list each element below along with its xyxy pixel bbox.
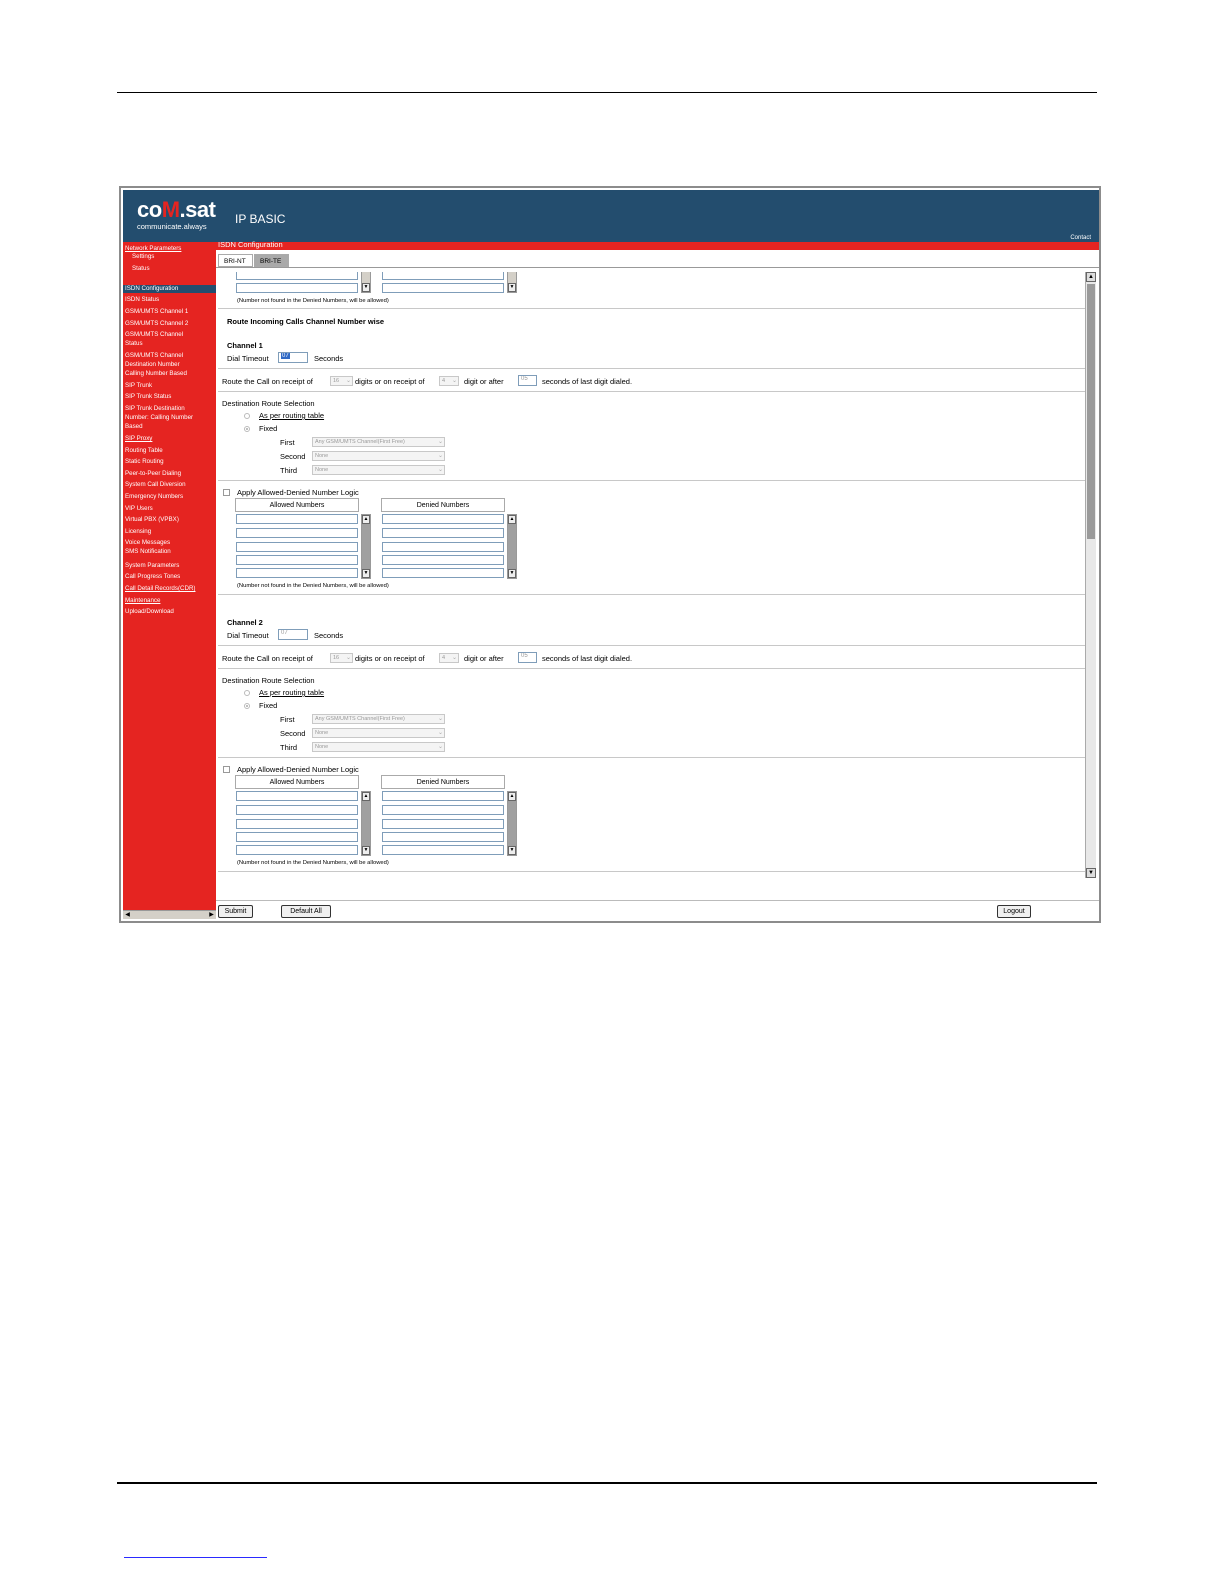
radio-routing-table[interactable] — [244, 413, 250, 419]
allowed-number-input[interactable] — [236, 272, 358, 280]
sidebar-item-gsm-destination-3[interactable]: Calling Number Based — [125, 370, 187, 377]
separator — [218, 391, 1085, 392]
tab-divider — [216, 267, 1099, 268]
scroll-left-icon[interactable]: ◀ — [125, 912, 130, 918]
seconds-label: Seconds — [314, 354, 344, 363]
sidebar-item-licensing[interactable]: Licensing — [125, 528, 152, 535]
chevron-down-icon[interactable]: ▼ — [509, 284, 515, 290]
allowed-numbers-header: Allowed Numbers — [235, 498, 359, 512]
chevron-up-icon[interactable]: ▲ — [509, 793, 515, 799]
apply-logic-checkbox[interactable] — [223, 489, 230, 496]
denied-number-input[interactable] — [382, 568, 504, 578]
separator — [218, 645, 1085, 646]
sidebar-item-gsm-destination-2[interactable]: Destination Number — [125, 361, 180, 368]
digits-select[interactable]: 16 ⌄ — [330, 653, 353, 663]
sidebar-horizontal-scrollbar[interactable] — [123, 910, 216, 919]
product-title: IP BASIC — [235, 212, 286, 226]
sidebar — [123, 242, 216, 910]
route-after-label: digit or after — [464, 654, 504, 663]
channel-1-title: Channel 1 — [227, 341, 263, 350]
dial-timeout-input[interactable]: 07 — [278, 629, 308, 640]
denied-number-input[interactable] — [382, 283, 504, 293]
scroll-thumb[interactable] — [362, 524, 370, 570]
digits-select[interactable]: 16 ⌄ — [330, 376, 353, 386]
scroll-thumb[interactable] — [508, 524, 516, 570]
fixed-label: Fixed — [259, 424, 278, 433]
section-title: ISDN Configuration — [218, 240, 283, 249]
sidebar-item-isdn-status[interactable]: ISDN Status — [125, 296, 160, 303]
sidebar-item-sip-trunk-status[interactable]: SIP Trunk Status — [125, 393, 172, 400]
sidebar-item-status[interactable]: Status — [132, 265, 150, 272]
route-after-label: digit or after — [464, 377, 504, 386]
sidebar-item-sip-trunk-destination[interactable]: SIP Trunk Destination — [125, 405, 185, 412]
page-top-rule — [117, 92, 1097, 93]
sidebar-item-call-progress-tones[interactable]: Call Progress Tones — [125, 573, 181, 580]
allowed-number-input[interactable] — [236, 283, 358, 293]
scroll-thumb[interactable] — [508, 801, 516, 847]
allowed-number-input[interactable] — [236, 845, 358, 855]
chevron-up-icon[interactable]: ▲ — [363, 793, 369, 799]
sidebar-item-maintenance[interactable]: Maintenance — [125, 597, 161, 604]
route-prefix-label: Route the Call on receipt of — [222, 654, 313, 663]
allowed-list-scrollbar[interactable] — [361, 272, 371, 293]
denied-number-input[interactable] — [382, 555, 504, 565]
chevron-down-icon: ⌄ — [437, 716, 443, 722]
route-suffix-label: seconds of last digit dialed. — [542, 654, 633, 663]
allowed-number-input[interactable] — [236, 568, 358, 578]
scroll-thumb[interactable] — [362, 801, 370, 847]
sidebar-item-gsm-channel-1[interactable]: GSM/UMTS Channel 1 — [125, 308, 189, 315]
second-route-select[interactable]: None ⌄ — [312, 728, 445, 738]
second-route-select[interactable]: None ⌄ — [312, 451, 445, 461]
apply-logic-label: Apply Allowed-Denied Number Logic — [237, 765, 359, 774]
allowed-number-input[interactable] — [236, 805, 358, 815]
allowed-number-input[interactable] — [236, 832, 358, 842]
sidebar-item-settings[interactable]: Settings — [132, 253, 155, 260]
denied-numbers-header: Denied Numbers — [381, 775, 505, 789]
logo-tagline: communicate.always — [137, 222, 207, 231]
seconds-label: Seconds — [314, 631, 344, 640]
sidebar-item-network-parameters[interactable]: Network Parameters — [125, 245, 182, 252]
separator — [218, 480, 1085, 481]
allowed-list-scrollbar[interactable] — [361, 791, 371, 856]
sidebar-item-gsm-destination[interactable]: GSM/UMTS Channel — [125, 352, 184, 359]
denied-number-input[interactable] — [382, 819, 504, 829]
after-seconds-input[interactable]: 05 — [518, 375, 537, 386]
apply-logic-label: Apply Allowed-Denied Number Logic — [237, 488, 359, 497]
third-route-select[interactable]: None ⌄ — [312, 465, 445, 475]
chevron-down-icon: ⌄ — [451, 378, 457, 384]
sidebar-item-cdr[interactable]: Call Detail Records(CDR) — [125, 585, 196, 592]
sidebar-item-gsm-channel-status-2[interactable]: Status — [125, 340, 143, 347]
tab-bri-nt[interactable]: BRI-NT — [218, 254, 253, 267]
first-label: First — [280, 438, 295, 447]
after-seconds-input[interactable]: 05 — [518, 652, 537, 663]
chevron-down-icon: ⌄ — [345, 378, 351, 384]
denied-number-input[interactable] — [382, 832, 504, 842]
sidebar-item-vip-users[interactable]: VIP Users — [125, 505, 153, 512]
sidebar-item-emergency-numbers[interactable]: Emergency Numbers — [125, 493, 184, 500]
radio-fixed[interactable] — [244, 703, 250, 709]
second-label: Second — [280, 729, 306, 738]
denied-note: (Number not found in the Denied Numbers, will be allowed) — [237, 583, 389, 589]
logout-button[interactable]: Logout — [997, 905, 1031, 918]
denied-note: (Number not found in the Denied Numbers, will be allowed) — [237, 860, 389, 866]
denied-list-scrollbar[interactable] — [507, 791, 517, 856]
chevron-down-icon[interactable]: ▼ — [509, 570, 515, 576]
tab-bri-te[interactable]: BRI-TE — [254, 254, 289, 267]
allowed-number-input[interactable] — [236, 791, 358, 801]
sidebar-item-isdn-configuration[interactable]: ISDN Configuration — [123, 285, 216, 293]
chevron-down-icon: ⌄ — [451, 655, 457, 661]
sidebar-item-system-parameters[interactable]: System Parameters — [125, 562, 180, 569]
radio-routing-table[interactable] — [244, 690, 250, 696]
sidebar-item-sip-trunk-destination-3[interactable]: Based — [125, 423, 143, 430]
chevron-down-icon: ⌄ — [437, 467, 443, 473]
separator — [218, 871, 1085, 872]
denied-number-input[interactable] — [382, 514, 504, 524]
section-title-bar — [216, 242, 1099, 250]
destination-route-label: Destination Route Selection — [222, 676, 315, 685]
allowed-number-input[interactable] — [236, 542, 358, 552]
chevron-up-icon[interactable]: ▲ — [363, 516, 369, 522]
denied-number-input[interactable] — [382, 542, 504, 552]
chevron-down-icon[interactable]: ▼ — [363, 570, 369, 576]
sidebar-item-sip-trunk-destination-2[interactable]: Number: Calling Number — [125, 414, 194, 421]
dial-timeout-label: Dial Timeout — [227, 631, 269, 640]
first-route-select[interactable]: Any GSM/UMTS Channel(First Free) ⌄ — [312, 437, 445, 447]
denied-list-scrollbar[interactable] — [507, 514, 517, 579]
route-prefix-label: Route the Call on receipt of — [222, 377, 313, 386]
allowed-list-scrollbar[interactable] — [361, 514, 371, 579]
logo-wordmark: coM.sat — [137, 197, 216, 222]
third-label: Third — [280, 466, 298, 475]
allowed-number-input[interactable] — [236, 528, 358, 538]
browser-window — [119, 186, 1101, 923]
sidebar-item-gsm-channel-2[interactable]: GSM/UMTS Channel 2 — [125, 320, 189, 327]
chevron-up-icon[interactable]: ▲ — [509, 516, 515, 522]
denied-number-input[interactable] — [382, 272, 504, 280]
comsat-logo — [137, 199, 223, 231]
radio-fixed[interactable] — [244, 426, 250, 432]
route-mid-label: digits or on receipt of — [355, 377, 425, 386]
separator — [218, 757, 1085, 758]
chevron-down-icon: ⌄ — [437, 730, 443, 736]
allowed-numbers-header: Allowed Numbers — [235, 775, 359, 789]
sidebar-item-voice-messages[interactable]: Voice Messages — [125, 539, 171, 546]
scroll-right-icon[interactable]: ▶ — [209, 912, 214, 918]
route-heading: Route Incoming Calls Channel Number wise — [227, 317, 385, 326]
denied-number-input[interactable] — [382, 791, 504, 801]
denied-number-input[interactable] — [382, 528, 504, 538]
chevron-down-icon: ⌄ — [345, 655, 351, 661]
first-route-select[interactable]: Any GSM/UMTS Channel(First Free) ⌄ — [312, 714, 445, 724]
routing-table-label[interactable]: As per routing table — [259, 411, 325, 420]
page-bottom-rule — [117, 1482, 1097, 1484]
content-panel — [218, 272, 1085, 878]
chevron-down-icon[interactable]: ▼ — [509, 847, 515, 853]
apply-logic-checkbox[interactable] — [223, 766, 230, 773]
first-label: First — [280, 715, 295, 724]
channel-2-title: Channel 2 — [227, 618, 263, 627]
content-vertical-scrollbar[interactable] — [1085, 272, 1096, 878]
sidebar-item-vpbx[interactable]: Virtual PBX (VPBX) — [125, 516, 179, 523]
third-route-select[interactable]: None ⌄ — [312, 742, 445, 752]
sidebar-item-upload-download[interactable]: Upload/Download — [125, 608, 174, 615]
button-bar-divider — [216, 900, 1099, 901]
chevron-down-icon: ⌄ — [437, 439, 443, 445]
sidebar-item-routing-table[interactable]: Routing Table — [125, 447, 163, 454]
chevron-up-icon[interactable]: ▲ — [1086, 272, 1096, 282]
sidebar-item-static-routing[interactable]: Static Routing — [125, 458, 164, 465]
sidebar-item-peer-to-peer[interactable]: Peer-to-Peer Dialing — [125, 470, 182, 477]
separator — [218, 368, 1085, 369]
sidebar-item-sms-notification[interactable]: SMS Notification — [125, 548, 171, 553]
route-suffix-label: seconds of last digit dialed. — [542, 377, 633, 386]
second-label: Second — [280, 452, 306, 461]
denied-number-input[interactable] — [382, 845, 504, 855]
sidebar-item-sip-proxy[interactable]: SIP Proxy — [125, 435, 153, 442]
allowed-number-input[interactable] — [236, 514, 358, 524]
chevron-down-icon[interactable]: ▼ — [363, 284, 369, 290]
dial-timeout-label: Dial Timeout — [227, 354, 269, 363]
chevron-down-icon[interactable]: ▼ — [1086, 868, 1096, 878]
sidebar-item-call-diversion[interactable]: System Call Diversion — [125, 481, 186, 488]
fixed-label: Fixed — [259, 701, 278, 710]
separator — [218, 594, 1085, 595]
sidebar-item-gsm-channel-status[interactable]: GSM/UMTS Channel — [125, 331, 184, 338]
denied-number-input[interactable] — [382, 805, 504, 815]
separator — [218, 308, 1085, 309]
default-all-button[interactable]: Default All — [281, 905, 331, 918]
allowed-number-input[interactable] — [236, 555, 358, 565]
submit-button[interactable]: Submit — [218, 905, 253, 918]
allowed-number-input[interactable] — [236, 819, 358, 829]
destination-route-label: Destination Route Selection — [222, 399, 315, 408]
sidebar-item-sip-trunk[interactable]: SIP Trunk — [125, 382, 153, 389]
digit-select[interactable]: 4 ⌄ — [439, 653, 459, 663]
contact-link[interactable]: Contact — [1070, 235, 1091, 241]
app-header — [123, 190, 1099, 242]
separator — [218, 668, 1085, 669]
denied-list-scrollbar[interactable] — [507, 272, 517, 293]
route-mid-label: digits or on receipt of — [355, 654, 425, 663]
third-label: Third — [280, 743, 298, 752]
scroll-thumb[interactable] — [1087, 284, 1095, 539]
chevron-down-icon[interactable]: ▼ — [363, 847, 369, 853]
denied-note: (Number not found in the Denied Numbers, will be allowed) — [237, 298, 389, 304]
chevron-down-icon: ⌄ — [437, 453, 443, 459]
digit-select[interactable]: 4 ⌄ — [439, 376, 459, 386]
denied-numbers-header: Denied Numbers — [381, 498, 505, 512]
chevron-down-icon: ⌄ — [437, 744, 443, 750]
footer-link-underline — [124, 1557, 267, 1558]
dial-timeout-input[interactable]: 07 — [278, 352, 308, 363]
routing-table-label[interactable]: As per routing table — [259, 688, 325, 697]
